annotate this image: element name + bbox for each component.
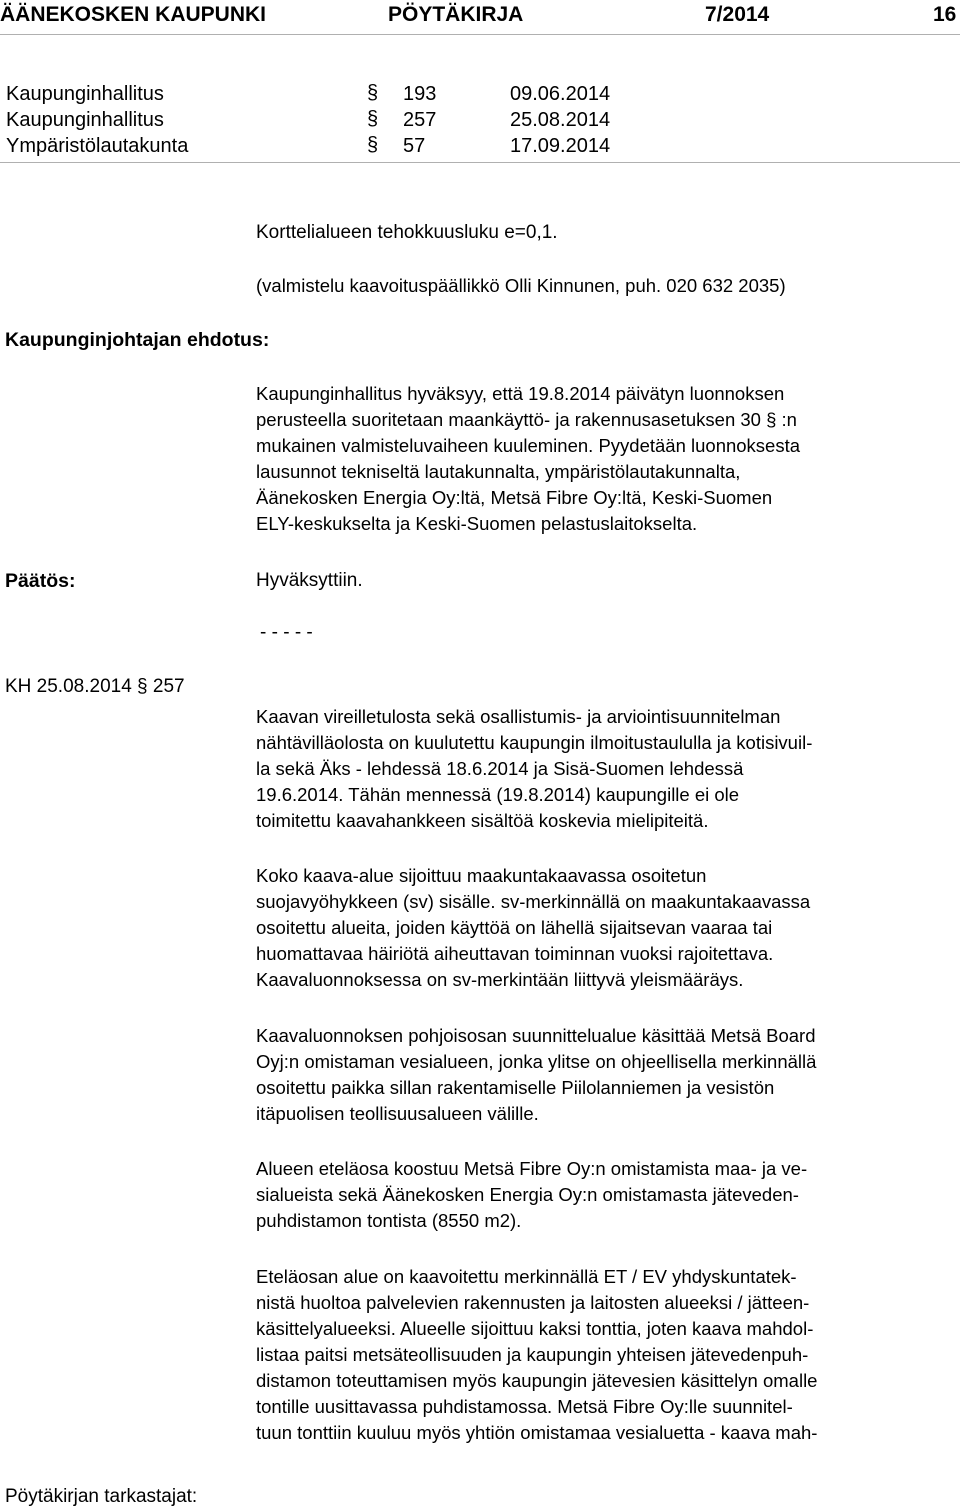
text-line: Oyj:n omistaman vesialueen, jonka ylitse on ohjeellisella merkinnällä [256,1051,817,1072]
text-line: toimitettu kaavahankkeen sisältöä koskevia mielipiteitä. [256,810,709,831]
section-sign-icon: § [367,82,379,104]
paragraph [256,1156,807,1234]
text-line: la sekä Äks - lehdessä 18.6.2014 ja Sisä-Suomen lehdessä [256,758,744,779]
text-line: perusteella suoritetaan maankäyttö- ja rakennusasetuksen 30 § :n [256,409,797,430]
decision-text: Hyväksyttiin. [256,570,363,591]
reference-body: Ympäristölautakunta [6,135,189,157]
section-sign-icon: § [367,134,379,156]
text-line: Kaavaluonnoksen pohjoisosan suunnittelualue käsittää Metsä Board [256,1025,816,1046]
footer-label: Pöytäkirjan tarkastajat: [5,1486,198,1507]
paragraph [256,1023,816,1127]
text-line: nistä huoltoa palvelevien rakennusten ja laitosten alueeksi / jätteen- [256,1292,810,1313]
text-line: ELY-keskukselta ja Keski-Suomen pelastuslaitokselta. [256,513,698,534]
text-line: nähtävilläolosta on kuulutettu kaupungin ilmoitustaululla ja kotisivuil- [256,732,813,753]
text-line: distamon toteuttamisen myös kaupungin jätevesien käsittelyn omalle [256,1370,818,1391]
text-line: sialueista sekä Äänekosken Energia Oy:n omistamasta jäteveden- [256,1184,799,1205]
text-line: Kaavan vireilletulosta sekä osallistumis- ja arviointisuunnitelman [256,706,781,727]
reference-number: 257 [403,109,437,131]
reference-date: 09.06.2014 [510,83,611,105]
paragraph [256,863,810,993]
text-line: tuun tonttiin kuuluu myös yhtiön omistamaa vesialuetta - kaava mah- [256,1422,818,1443]
reference-date: 25.08.2014 [510,109,611,131]
text-line: mukainen valmisteluvaiheen kuuleminen. Pyydetään luonnoksesta [256,435,801,456]
kortteli-text: Korttelialueen tehokkuusluku e=0,1. [256,222,558,243]
text-line: tontille uusittavassa puhdistamossa. Metsä Fibre Oy:lle suunnitel- [256,1396,793,1417]
text-line: listaa paitsi metsäteollisuuden ja kaupungin yhteisen jätevedenpuh- [256,1344,809,1365]
header-page-number: 16 [933,3,957,26]
paragraph [256,1264,817,1446]
text-line: itäpuolisen teollisuusalueen välille. [256,1103,539,1124]
text-line: käsittelyalueeksi. Alueelle sijoittuu kaksi tonttia, joten kaava mahdol- [256,1318,814,1339]
reference-number: 193 [403,83,437,105]
proposal-label: Kaupunginjohtajan ehdotus: [5,329,270,351]
reference-body: Kaupunginhallitus [6,83,164,105]
text-line: Koko kaava-alue sijoittuu maakuntakaavassa osoitetun [256,865,707,886]
text-line: Alueen eteläosa koostuu Metsä Fibre Oy:n omistamista maa- ja ve- [256,1158,808,1179]
text-line: osoitettu alueita, joiden käyttöä on lähellä sijaitsevan vaaraa tai [256,917,773,938]
decision-label: Päätös: [5,570,76,592]
text-line: suojavyöhykkeen (sv) sisälle. sv-merkinnällä on maakuntakaavassa [256,891,811,912]
reference-rule [0,162,960,163]
text-line: Kaupunginhallitus hyväksyy, että 19.8.2014 päivätyn luonnoksen [256,383,785,404]
header-document-type: PÖYTÄKIRJA [388,3,524,26]
text-line: 19.6.2014. Tähän mennessä (19.8.2014) kaupungille ei ole [256,784,740,805]
text-line: huomattavaa häiriötä aiheuttavan toiminnan vuoksi rajoitettava. [256,943,774,964]
text-line: Kaavaluonnoksessa on sv-merkintään liittyvä yleismääräys. [256,969,744,990]
reference-date: 17.09.2014 [510,135,611,157]
text-line: Eteläosan alue on kaavoitettu merkinnällä ET / EV yhdyskuntatek- [256,1266,797,1287]
reference-body: Kaupunginhallitus [6,109,164,131]
text-line: puhdistamon tontista (8550 m2). [256,1210,522,1231]
kh-reference: KH 25.08.2014 § 257 [5,676,185,697]
valmistelu-note: (valmistelu kaavoituspäällikkö Olli Kinnunen, puh. 020 632 2035) [256,275,786,296]
text-line: lausunnot tekniseltä lautakunnalta, ympäristölautakunnalta, [256,461,741,482]
reference-number: 57 [403,135,426,157]
text-line: osoitettu paikka sillan rakentamiselle Piilolanniemen ja vesistön [256,1077,775,1098]
header-issue-number: 7/2014 [705,3,770,26]
section-sign-icon: § [367,108,379,130]
text-line: Äänekosken Energia Oy:ltä, Metsä Fibre Oy:ltä, Keski-Suomen [256,487,773,508]
separator: - - - - - [260,622,313,643]
proposal-text [256,381,800,537]
header-rule [0,34,960,35]
header-organization: ÄÄNEKOSKEN KAUPUNKI [0,3,267,26]
paragraph [256,704,812,834]
